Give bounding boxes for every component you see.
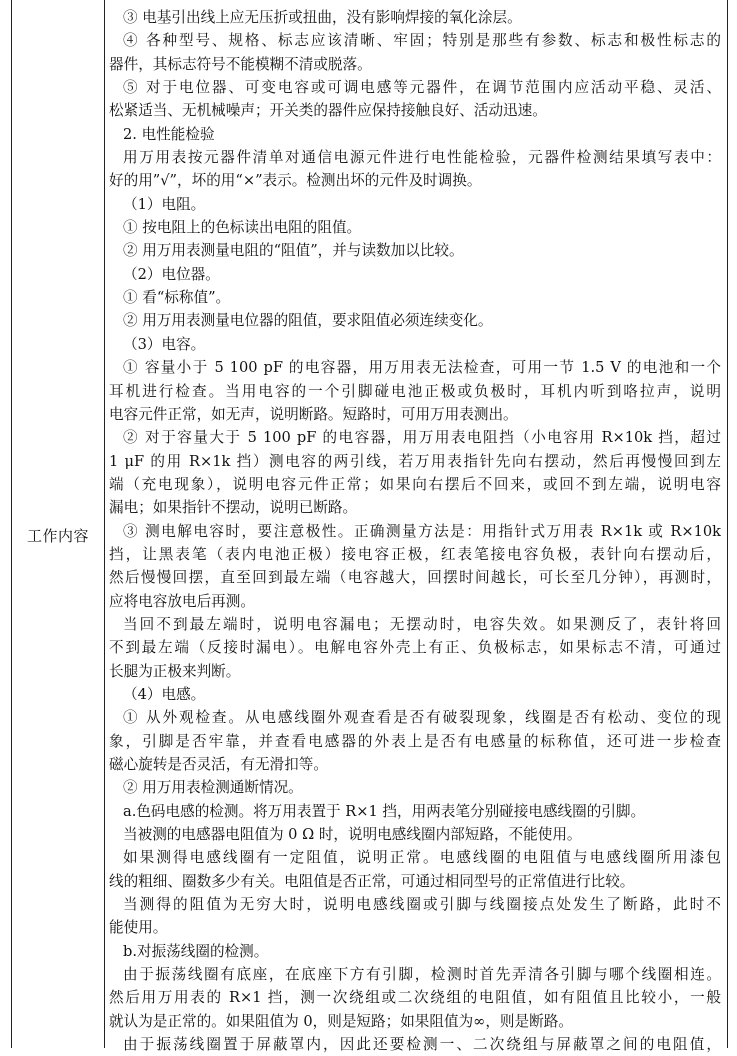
text-line: 当测得的阻值为无穷大时，说明电感线圈或引脚与线圈接点处发生了断路，此时不 <box>123 896 721 914</box>
text-line: ② 用万用表测量电阻的“阻值”，并与读数加以比较。 <box>123 242 464 260</box>
text-line: 象，引脚是否牢靠，并查看电感器的外表上是否有电感量的标称值，还可进一步检查 <box>109 732 721 750</box>
text-line: 器件，其标志符号不能模糊不清或脱落。 <box>109 55 372 73</box>
text-line: 用万用表按元器件清单对通信电源元件进行电性能检验，元器件检测结果填写表中： <box>123 149 721 167</box>
text-line: 挡，让黑表笔（表内电池正极）接电容正极，红表笔接电容负极，表针向右摆动后， <box>109 545 721 563</box>
text-line: （2）电位器。 <box>123 265 220 283</box>
text-line: 然后用万用表的 R×1 挡，测一次绕组或二次绕组的电阻值，如有阻值且比较小，一般 <box>109 989 721 1007</box>
text-line: 端（充电现象），说明电容元件正常；如果向右摆后不回来，或回不到左端，说明电容 <box>109 475 721 493</box>
text-line: 2. 电性能检验 <box>123 125 215 143</box>
text-line: a.色码电感的检测。将万用表置于 R×1 挡，用两表笔分别碰接电感线圈的引脚。 <box>123 802 646 820</box>
text-line: 磁心旋转是否灵活，有无滑扣等。 <box>109 756 328 773</box>
text-line: （3）电容。 <box>123 335 206 353</box>
row-label: 工作内容 <box>26 526 89 545</box>
text-line: 就认为是正常的。如果阻值为 0，则是短路；如果阻值为∞，则是断路。 <box>109 1012 573 1030</box>
text-line: （4）电感。 <box>123 685 206 703</box>
text-line: ⑤ 对于电位器、可变电容或可调电感等元器件，在调节范围内应活动平稳、灵活、 <box>123 79 721 97</box>
text-line: ③ 测电解电容时，要注意极性。正确测量方法是：用指针式万用表 R×1k 或 R×10k <box>123 522 721 540</box>
text-line: 好的用”√”，坏的用“×”表示。检测出坏的元件及时调换。 <box>109 172 482 190</box>
text-line: 电容元件正常，如无声，说明断路。短路时，可用万用表测出。 <box>109 405 518 423</box>
text-line: 如果测得电感线圈有一定阻值，说明正常。电感线圈的电阻值与电感线圈所用漆包 <box>123 849 721 867</box>
text-line: 然后慢慢回摆，直至回到最左端（电容越大，回摆时间越长，可长至几分钟），再测时， <box>109 569 721 587</box>
content-cell <box>109 6 721 1056</box>
text-line: 由于振荡线圈置于屏蔽罩内，因此还要检测一、二次绕组与屏蔽罩之间的电阻值， <box>123 1036 721 1054</box>
text-line: 长腿为正极来判断。 <box>109 662 241 680</box>
text-line: b.对振荡线圈的检测。 <box>123 942 269 960</box>
text-line: （1）电阻。 <box>123 195 206 213</box>
label-cell <box>12 0 104 1048</box>
text-line: 松紧适当、无机械噪声；开关类的器件应保持接触良好、活动迅速。 <box>109 102 547 120</box>
text-line: 由于振荡线圈有底座，在底座下方有引脚，检测时首先弄清各引脚与哪个线圈相连。 <box>123 966 721 984</box>
text-line: 耳机进行检查。当用电容的一个引脚碰电池正极或负极时，耳机内听到咯拉声，说明 <box>109 382 721 400</box>
text-line: 能使用。 <box>109 919 168 937</box>
text-line: 当回不到最左端时，说明电容漏电；无摆动时，电容失效。如果测反了，表针将回 <box>123 615 721 633</box>
text-line: 应将电容放电后再测。 <box>109 592 255 610</box>
text-line: ① 看“标称值”。 <box>123 289 231 307</box>
column-divider <box>104 0 105 1048</box>
text-line: ① 从外观检查。从电感线圈外观查看是否有破裂现象，线圈是否有松动、变位的现 <box>123 709 721 727</box>
text-line: ② 用万用表检测通断情况。 <box>123 779 303 797</box>
text-line: 当被测的电感器电阻值为 0 Ω 时，说明电感线圈内部短路，不能使用。 <box>123 826 582 844</box>
text-line: 线的粗细、圈数多少有关。电阻值是否正常，可通过相同型号的正常值进行比较。 <box>109 872 635 890</box>
text-line: 不到最左端（反接时漏电）。电解电容外壳上有正、负极标志，如果标志不清，可通过 <box>109 639 721 657</box>
text-line: ② 用万用表测量电位器的阻值，要求阻值必须连续变化。 <box>123 312 493 330</box>
text-line: ④ 各种型号、规格、标志应该清晰、牢固；特别是那些有参数、标志和极性标志的 <box>123 32 721 50</box>
text-line: 1 μF 的用 R×1k 挡）测电容的两引线，若万用表指针先向右摆动，然后再慢慢回到左 <box>109 452 721 470</box>
text-line: 漏电；如果指针不摆动，说明已断路。 <box>109 499 358 517</box>
text-line: ② 对于容量大于 5 100 pF 的电容器，用万用表电阻挡（小电容用 R×10k 挡，超过 <box>123 429 721 447</box>
text-line: ③ 电基引出线上应无压折或扭曲，没有影响焊接的氧化涂层。 <box>123 9 522 26</box>
content-table <box>11 0 728 1054</box>
text-line: ① 按电阻上的色标读出电阻的阻值。 <box>123 219 362 237</box>
text-line: ① 容量小于 5 100 pF 的电容器，用万用表无法检查，可用一节 1.5 V 的电池和一个 <box>123 359 721 377</box>
